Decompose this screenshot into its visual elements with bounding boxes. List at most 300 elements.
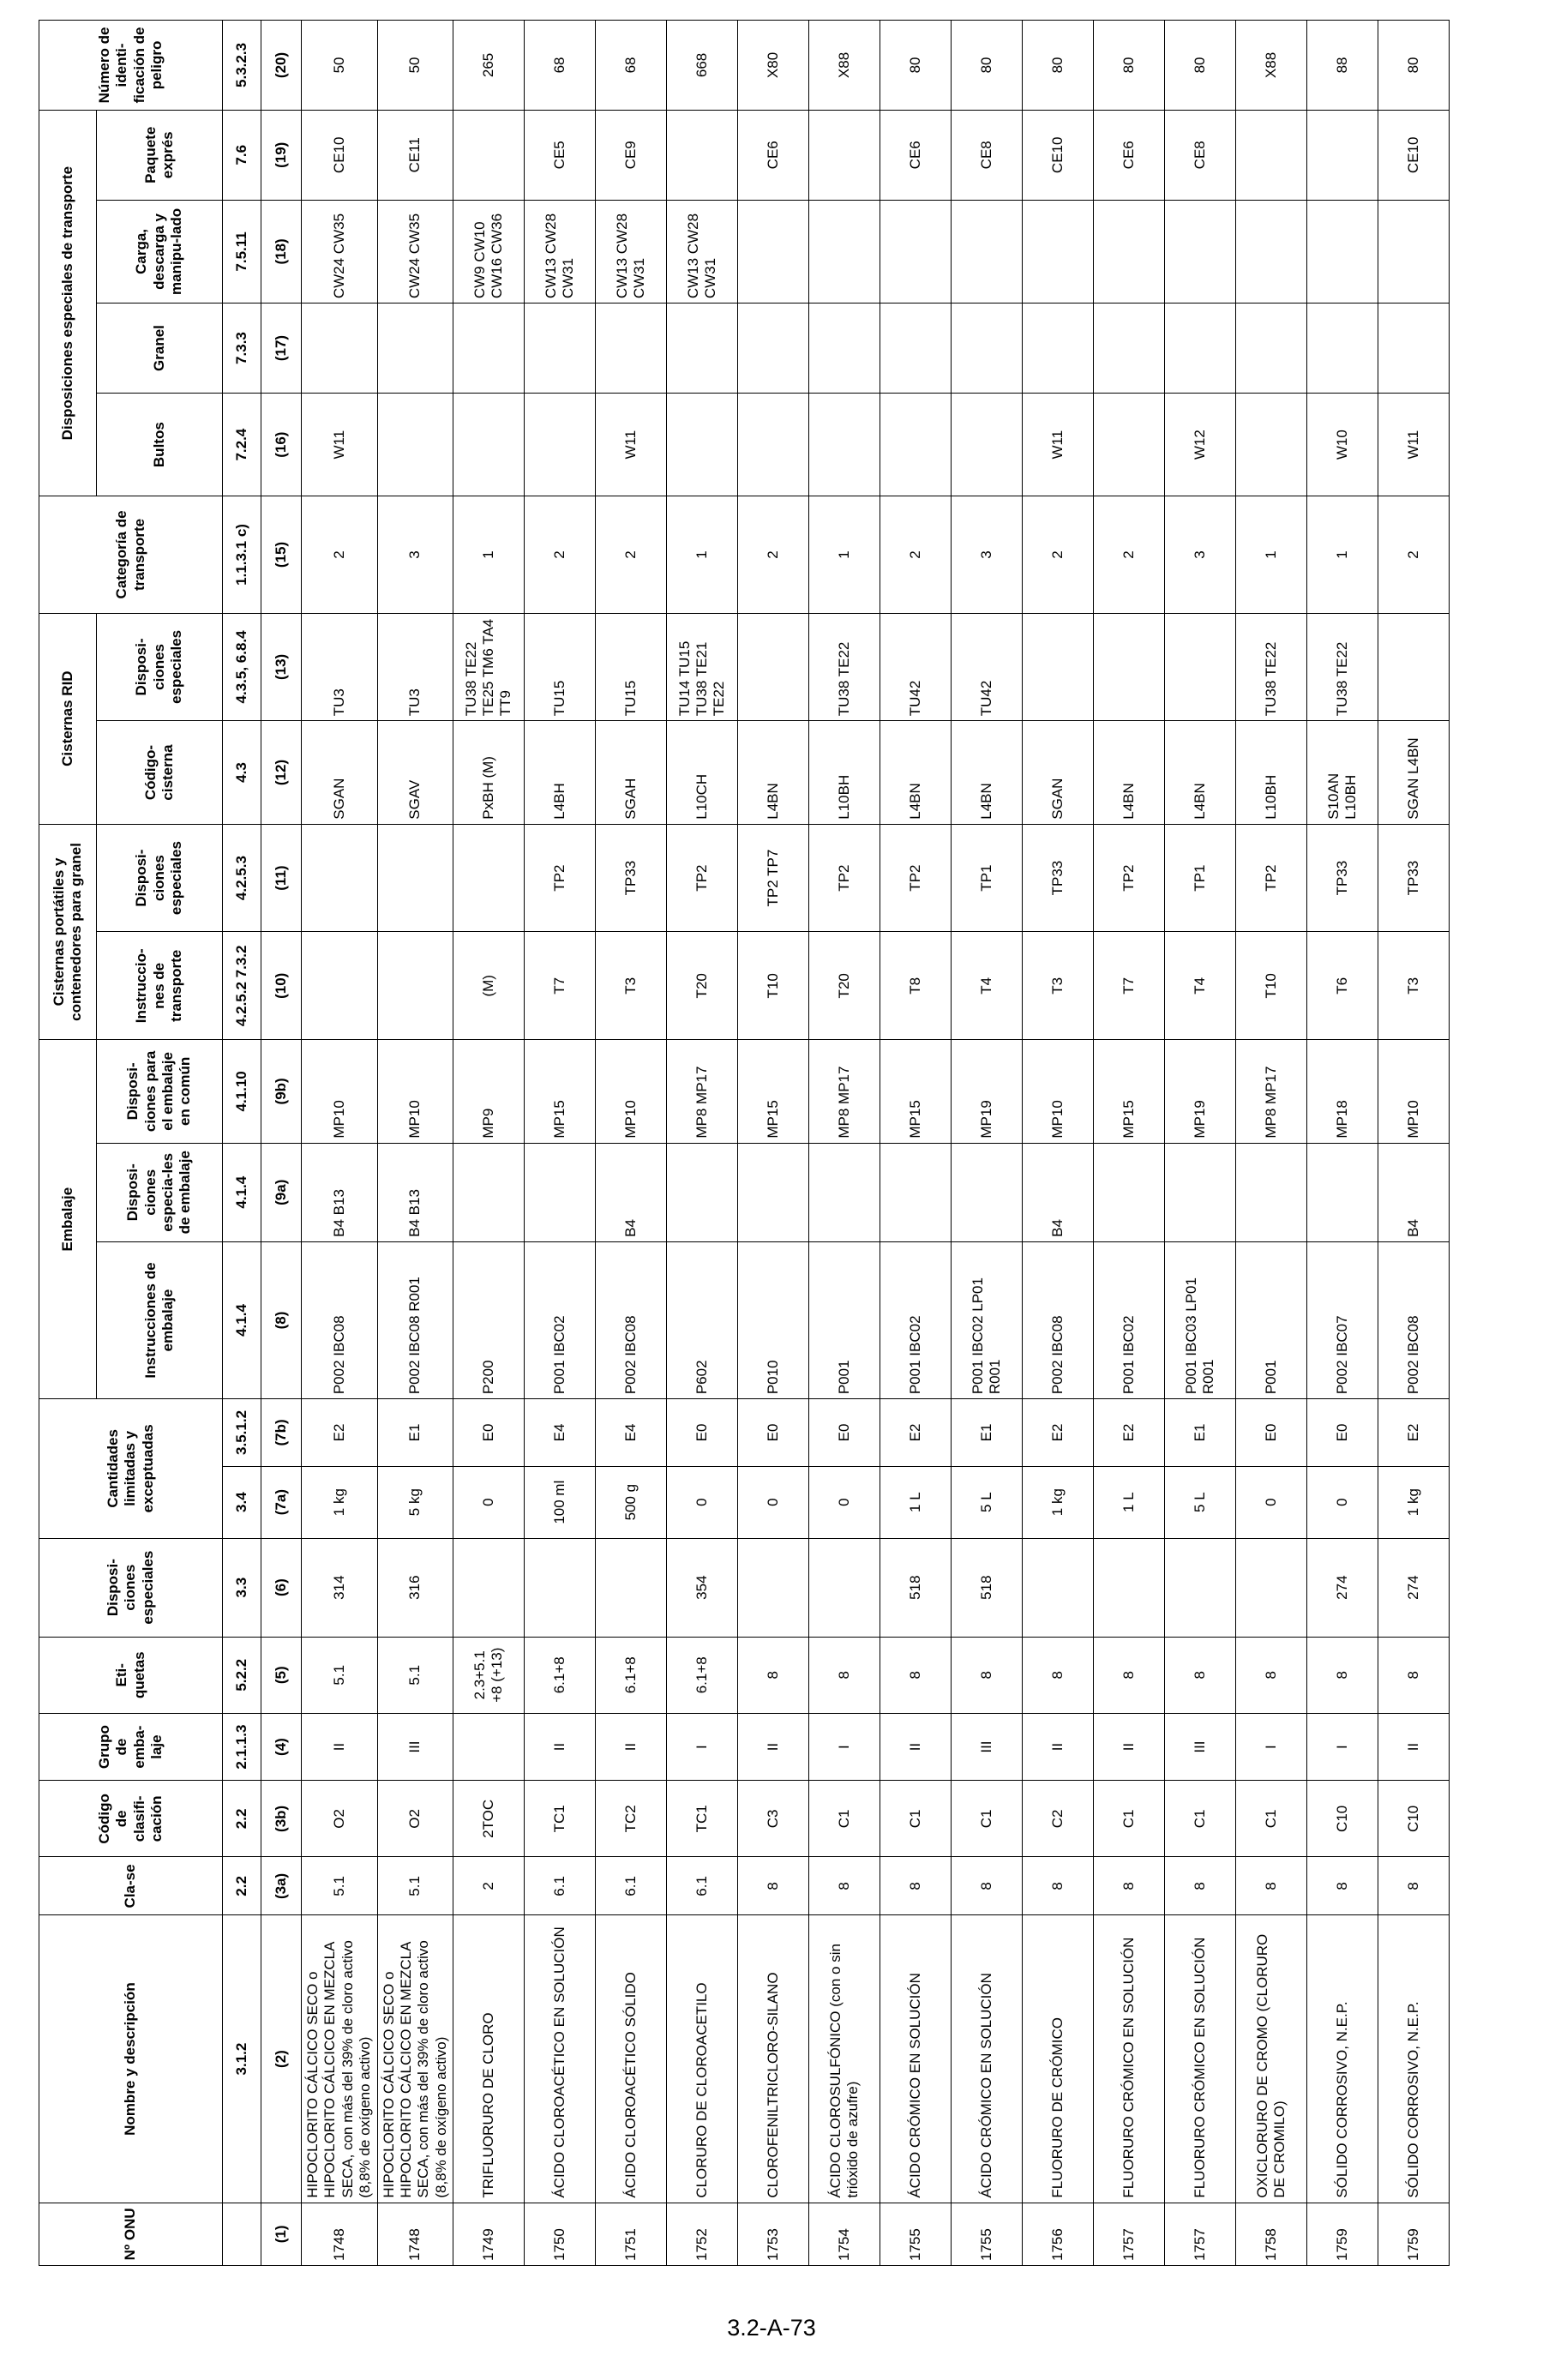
table-row-cell: ÁCIDO CLOROACÉTICO EN SOLUCIÓN [525,1915,596,2203]
table-row-cell: CE10 [1378,110,1450,200]
table-row-cell: C10 [1378,1781,1450,1857]
table-row-cell: 1757 [1165,2203,1236,2265]
table-row-cell: C1 [1094,1781,1165,1857]
table-row-cell: TU38 TE22 [809,613,880,721]
table-row-cell [880,304,952,394]
table-row-cell: 1 kg [302,1466,378,1538]
table-row-cell: 2TOC [453,1781,525,1857]
table-row-cell: OXICLORURO DE CROMO (CLORURO DE CROMILO) [1236,1915,1307,2203]
table-row-cell: SGAN L4BN [1378,721,1450,824]
table-row-cell: 8 [880,1857,952,1915]
table-row-cell [1094,1538,1165,1637]
table-row-cell [952,393,1023,496]
table-row-cell: 8 [1378,1637,1450,1713]
table-row-cell: TU14 TU15 TU38 TE21 TE22 [667,613,738,721]
table-row-cell: E2 [1094,1399,1165,1467]
table-row-cell [738,1538,809,1637]
table-row-cell: C1 [1165,1781,1236,1857]
column-number-row-cell: (9b) [261,1040,302,1143]
table-row-cell [880,1143,952,1241]
table-row-cell [525,304,596,394]
table-row-cell: TU3 [302,613,378,721]
table-row-cell [667,393,738,496]
table-row-cell [377,393,453,496]
table-row-cell: TU38 TE22 TE25 TM6 TA4 TT9 [453,613,525,721]
column-number-row-cell: (7a) [261,1466,302,1538]
table-row [302,21,378,2266]
dangerous-goods-table [39,20,1450,2266]
table-row-cell: TP1 [1165,824,1236,932]
table-row-cell: 0 [453,1466,525,1538]
table-row-cell: 1 kg [1023,1466,1094,1538]
header-disposiciones-especiales: Disposi-ciones especiales [39,1538,223,1637]
table-row-cell [302,304,378,394]
rotated-table-wrapper [39,20,1444,2266]
table-row-cell: 50 [302,21,378,111]
table-row-cell: TU38 TE22 [1307,613,1378,721]
table-row-cell: 5 L [1165,1466,1236,1538]
table-row-cell: T20 [667,932,738,1040]
table-row-cell: TP2 [525,824,596,932]
table-row-cell: T20 [809,932,880,1040]
column-number-row-cell: (18) [261,200,302,303]
table-row-cell: 1 kg [1378,1466,1450,1538]
column-number-row-cell: (3a) [261,1857,302,1915]
header-embalaje: Embalaje [39,1040,97,1399]
table-row-cell: L4BN [880,721,952,824]
table-row-cell [738,1143,809,1241]
table-row-cell: TP2 TP7 [738,824,809,932]
table-row-cell: 2 [453,1857,525,1915]
table-row-cell: 1748 [377,2203,453,2265]
data-rows-body [302,21,1450,2266]
table-row-cell: 1753 [738,2203,809,2265]
table-row-cell: P001 IBC02 [880,1241,952,1398]
table-row-cell: 1755 [952,2203,1023,2265]
table-row-cell: I [809,1713,880,1781]
table-row-cell: B4 B13 [377,1143,453,1241]
table-row-cell: ÁCIDO CLOROACÉTICO SÓLIDO [596,1915,667,2203]
table-row-cell: 5.1 [302,1637,378,1713]
table-row-cell: 0 [1307,1466,1378,1538]
table-row-cell: SGAV [377,721,453,824]
table-row [809,21,880,2266]
header-cantidades: Cantidades limitadas y exceptuadas [39,1399,223,1538]
table-row-cell: E0 [453,1399,525,1467]
table-row-cell [525,1143,596,1241]
table-row-cell [809,110,880,200]
table-row-cell: E4 [525,1399,596,1467]
table-row-cell: II [1023,1713,1094,1781]
table-row-cell: 6.1+8 [525,1637,596,1713]
reference-row [223,21,261,2266]
table-row-cell: SÓLIDO CORROSIVO, N.E.P. [1307,1915,1378,2203]
table-row-cell [377,932,453,1040]
table-row-cell: 8 [952,1637,1023,1713]
table-row-cell: P002 IBC08 R001 [377,1241,453,1398]
table-row-cell: 668 [667,21,738,111]
table-row-cell: CW13 CW28 CW31 [525,200,596,303]
table-row-cell: E0 [667,1399,738,1467]
table-row-cell: CW9 CW10 CW16 CW36 [453,200,525,303]
table-row-cell: SGAN [1023,721,1094,824]
column-number-row-cell: (2) [261,1915,302,2203]
table-row-cell [1165,1143,1236,1241]
header-bultos: Bultos [97,393,223,496]
table-row-cell: P002 IBC08 [596,1241,667,1398]
table-row-cell [1236,1538,1307,1637]
table-row-cell: 0 [809,1466,880,1538]
table-row-cell [1307,304,1378,394]
reference-row-cell: 4.1.4 [223,1143,261,1241]
table-row-cell [1094,613,1165,721]
column-number-row-body [261,21,302,2266]
table-row-cell: X88 [809,21,880,111]
table-row-cell: L4BN [1094,721,1165,824]
table-row-cell: 2 [596,496,667,613]
table-row-cell: ÁCIDO CLOROSULFÓNICO (con o sin trióxido de azufre) [809,1915,880,2203]
table-row-cell: 8 [1236,1637,1307,1713]
header-grupo-embalaje: Grupo de emba-laje [39,1713,223,1781]
table-row-cell [738,393,809,496]
header-cisternas-portatiles: Cisternas portátiles y contenedores para granel [39,824,97,1039]
table-row-cell [880,393,952,496]
header-disposiciones-especiales-transporte: Disposiciones especiales de transporte [39,110,97,496]
header-instrucciones-transporte: Instruccio-nes de transporte [97,932,223,1040]
table-row-cell: III [377,1713,453,1781]
table-row-cell [1307,110,1378,200]
table-row-cell: 3 [952,496,1023,613]
column-number-row-cell: (20) [261,21,302,111]
reference-row-cell: 7.3.3 [223,304,261,394]
table-row-cell [1023,613,1094,721]
table-row-cell: MP19 [952,1040,1023,1143]
table-row-cell: CE6 [880,110,952,200]
header-granel: Granel [97,304,223,394]
table-row-cell: L4BH [525,721,596,824]
table-row-cell: 5.1 [377,1637,453,1713]
column-number-row-cell: (6) [261,1538,302,1637]
reference-row-cell: 3.1.2 [223,1915,261,2203]
table-row-cell: 2 [880,496,952,613]
table-row-cell: 8 [1307,1857,1378,1915]
header-categoria-transporte: Categoría de transporte [39,496,223,613]
table-row [667,21,738,2266]
table-row [1094,21,1165,2266]
table-row-cell: TU42 [880,613,952,721]
table-row-cell [1094,1143,1165,1241]
table-row-cell: 1748 [302,2203,378,2265]
table-row-cell: MP10 [302,1040,378,1143]
column-number-row-cell: (1) [261,2203,302,2265]
table-row-cell: X80 [738,21,809,111]
table-row-cell: CE10 [302,110,378,200]
table-row-cell: TP2 [809,824,880,932]
table-row-cell [667,1143,738,1241]
table-row-cell [1236,1143,1307,1241]
table-row-cell: B4 [1378,1143,1450,1241]
table-row-cell [1165,1538,1236,1637]
table-row-cell [302,824,378,932]
column-number-row-cell: (12) [261,721,302,824]
table-row-cell: CE5 [525,110,596,200]
table-row-cell: CW24 CW35 [377,200,453,303]
table-row-cell: 8 [880,1637,952,1713]
table-row-cell [1094,200,1165,303]
table-row-cell: 3 [377,496,453,613]
table-row-cell: TP33 [1307,824,1378,932]
table-row-cell: 5 L [952,1466,1023,1538]
table-row-cell [952,1143,1023,1241]
reference-row-body [223,21,261,2266]
table-row-cell: III [1165,1713,1236,1781]
column-number-row-cell: (13) [261,613,302,721]
reference-row-cell: 7.2.4 [223,393,261,496]
table-row-cell: MP19 [1165,1040,1236,1143]
table-row-cell [1094,393,1165,496]
table-row-cell [1307,200,1378,303]
table-row-cell [667,110,738,200]
table-row-cell [525,393,596,496]
table-row-cell: 2 [302,496,378,613]
reference-row-cell: 5.2.2 [223,1637,261,1713]
header-onu: Nº ONU [39,2203,223,2265]
table-row-cell: MP15 [525,1040,596,1143]
table-row [377,21,453,2266]
reference-row-cell: 5.3.2.3 [223,21,261,111]
column-number-row-cell: (17) [261,304,302,394]
table-row-cell: T8 [880,932,952,1040]
table-row-cell: E0 [738,1399,809,1467]
table-row-cell: C1 [1236,1781,1307,1857]
table-row-cell: 5.1 [302,1857,378,1915]
table-row-cell: E0 [1307,1399,1378,1467]
table-row-cell: E1 [1165,1399,1236,1467]
table-row-cell: 8 [738,1857,809,1915]
table-row-cell [377,824,453,932]
header-nombre: Nombre y descripción [39,1915,223,2203]
table-row-cell: P001 [809,1241,880,1398]
table-row-cell: 3 [1165,496,1236,613]
table-row-cell: I [667,1713,738,1781]
table-row-cell: ÁCIDO CRÓMICO EN SOLUCIÓN [880,1915,952,2203]
table-row-cell: T7 [525,932,596,1040]
table-row-cell: HIPOCLORITO CÁLCICO SECO o HIPOCLORITO CÁLCICO EN MEZCLA SECA, con más del 39% de cloro activo (8,8% de oxígeno activo) [377,1915,453,2203]
table-row-cell [1236,304,1307,394]
table-row [1378,21,1450,2266]
table-row-cell [1236,200,1307,303]
table-row-cell: TU38 TE22 [1236,613,1307,721]
reference-row-cell: 2.1.1.3 [223,1713,261,1781]
table-row-cell: CE10 [1023,110,1094,200]
header-disposiciones-especiales-rid: Disposi-ciones especiales [97,613,223,721]
table-row-cell: 8 [809,1637,880,1713]
table-row-cell: L4BN [1165,721,1236,824]
table-row-cell [809,200,880,303]
table-row-cell: 8 [1307,1637,1378,1713]
table-row-cell: 6.1 [525,1857,596,1915]
table-row-cell: E1 [952,1399,1023,1467]
table-row-cell: C2 [1023,1781,1094,1857]
table-row-cell: 0 [1236,1466,1307,1538]
table-row-cell: L4BN [738,721,809,824]
table-row-cell [1378,304,1450,394]
table-row-cell: 1 [809,496,880,613]
table-row-cell: CW24 CW35 [302,200,378,303]
table-row-cell: 2 [1094,496,1165,613]
reference-row-cell: 4.2.5.3 [223,824,261,932]
table-row-cell: 8 [1094,1857,1165,1915]
reference-row-cell: 4.3.5, 6.8.4 [223,613,261,721]
table-row-cell: 8 [738,1637,809,1713]
table-row-cell: I [1236,1713,1307,1781]
table-row-cell: 0 [738,1466,809,1538]
table-row-cell [809,1143,880,1241]
table-row-cell: SÓLIDO CORROSIVO, N.E.P. [1378,1915,1450,2203]
table-row-cell [1236,393,1307,496]
table-row-cell: P002 IBC08 [302,1241,378,1398]
table-row-cell [525,1538,596,1637]
table-row-cell: II [880,1713,952,1781]
table-row-cell: C1 [880,1781,952,1857]
table-row-cell: TP2 [1236,824,1307,932]
table-row-cell: 1 [1236,496,1307,613]
column-number-row-cell: (16) [261,393,302,496]
table-row-cell: 8 [1378,1857,1450,1915]
table-row-cell: P010 [738,1241,809,1398]
table-row-cell: FLUORURO CRÓMICO EN SOLUCIÓN [1165,1915,1236,2203]
table-row-cell: 80 [1165,21,1236,111]
table-row-cell: 8 [809,1857,880,1915]
table-row [738,21,809,2266]
table-row-cell: 2.3+5.1 +8 (+13) [453,1637,525,1713]
table-row-cell: TP2 [667,824,738,932]
header-etiquetas: Eti-quetas [39,1637,223,1713]
table-row [1236,21,1307,2266]
table-row-cell: 6.1 [667,1857,738,1915]
table-row-cell: II [302,1713,378,1781]
table-row-cell: CE8 [1165,110,1236,200]
table-row-cell: L10BH [809,721,880,824]
table-row-cell [1165,613,1236,721]
table-row-cell: MP15 [1094,1040,1165,1143]
reference-row-cell [223,2203,261,2265]
table-row-cell: E0 [809,1399,880,1467]
column-number-row-cell: (10) [261,932,302,1040]
reference-row-cell: 1.1.3.1 c) [223,496,261,613]
table-row-cell: O2 [302,1781,378,1857]
table-row-cell: II [1378,1713,1450,1781]
table-row-cell: 80 [1094,21,1165,111]
table-row-cell [453,393,525,496]
table-row-cell: TU15 [596,613,667,721]
table-row-cell [1378,200,1450,303]
table-row-cell [596,1538,667,1637]
table-row-cell: II [1094,1713,1165,1781]
table-row-cell: TP2 [1094,824,1165,932]
column-number-row-cell: (11) [261,824,302,932]
table-row-cell: O2 [377,1781,453,1857]
table-row-cell: SGAN [302,721,378,824]
column-number-row-cell: (4) [261,1713,302,1781]
table-row-cell: 314 [302,1538,378,1637]
table-row-cell: 1 [453,496,525,613]
table-row-cell [1023,200,1094,303]
table-row-cell [596,304,667,394]
table-row-cell: FLUORURO CRÓMICO EN SOLUCIÓN [1094,1915,1165,2203]
table-row-cell: T4 [952,932,1023,1040]
table-row-cell: 6.1+8 [596,1637,667,1713]
table-row-cell: 1 L [880,1466,952,1538]
table-row-cell: P001 IBC03 LP01 R001 [1165,1241,1236,1398]
table-row-cell: E1 [377,1399,453,1467]
header-paquete-expres: Paquete exprés [97,110,223,200]
table-row-cell: TU42 [952,613,1023,721]
table-row-cell: 1754 [809,2203,880,2265]
table-row-cell: E2 [880,1399,952,1467]
table-row [525,21,596,2266]
table-row-cell: L10CH [667,721,738,824]
table-row-cell: II [596,1713,667,1781]
table-row-cell: TP2 [880,824,952,932]
table-row-cell: 100 ml [525,1466,596,1538]
header-clase: Cla-se [39,1857,223,1915]
table-row-cell [738,613,809,721]
table-row-cell [1094,304,1165,394]
table-row [952,21,1023,2266]
table-row-cell: 80 [1378,21,1450,111]
table-row-cell: 68 [596,21,667,111]
column-number-row [261,21,302,2266]
table-row-cell [453,824,525,932]
table-row-cell: S10AN L10BH [1307,721,1378,824]
table-row-cell [809,1538,880,1637]
table-row-cell: TP33 [596,824,667,932]
header-disposiciones-especiales-embalaje: Disposi-ciones especia-les de embalaje [97,1143,223,1241]
table-row-cell: CLOROFENILTRICLORO-SILANO [738,1915,809,2203]
table-row-cell: MP8 MP17 [667,1040,738,1143]
table-row-cell: TC2 [596,1781,667,1857]
table-row-cell: T7 [1094,932,1165,1040]
table-row-cell: W10 [1307,393,1378,496]
table-row-cell: T6 [1307,932,1378,1040]
table-row-cell: III [952,1713,1023,1781]
table-row-cell [453,1143,525,1241]
table-row-cell: TC1 [667,1781,738,1857]
table-row-cell: II [738,1713,809,1781]
table-row-cell: T4 [1165,932,1236,1040]
table-row-cell: 80 [1023,21,1094,111]
table-row-cell: P001 IBC02 [1094,1241,1165,1398]
table-row-cell: MP10 [596,1040,667,1143]
table-row-cell [809,393,880,496]
header-codigo-cisterna: Código-cisterna [97,721,223,824]
table-row-cell: P602 [667,1241,738,1398]
table-row [596,21,667,2266]
table-row-cell [738,304,809,394]
table-row-cell: T3 [1378,932,1450,1040]
reference-row-cell: 7.5.11 [223,200,261,303]
table-row-cell [952,304,1023,394]
table-row-cell: 80 [880,21,952,111]
table-row-cell: TC1 [525,1781,596,1857]
table-row-cell: I [1307,1713,1378,1781]
table-row-cell: 68 [525,21,596,111]
table-row-cell: TRIFLUORURO DE CLORO [453,1915,525,2203]
table-row-cell: 274 [1307,1538,1378,1637]
table-row-cell: E0 [1236,1399,1307,1467]
table-row-cell: 1 [667,496,738,613]
